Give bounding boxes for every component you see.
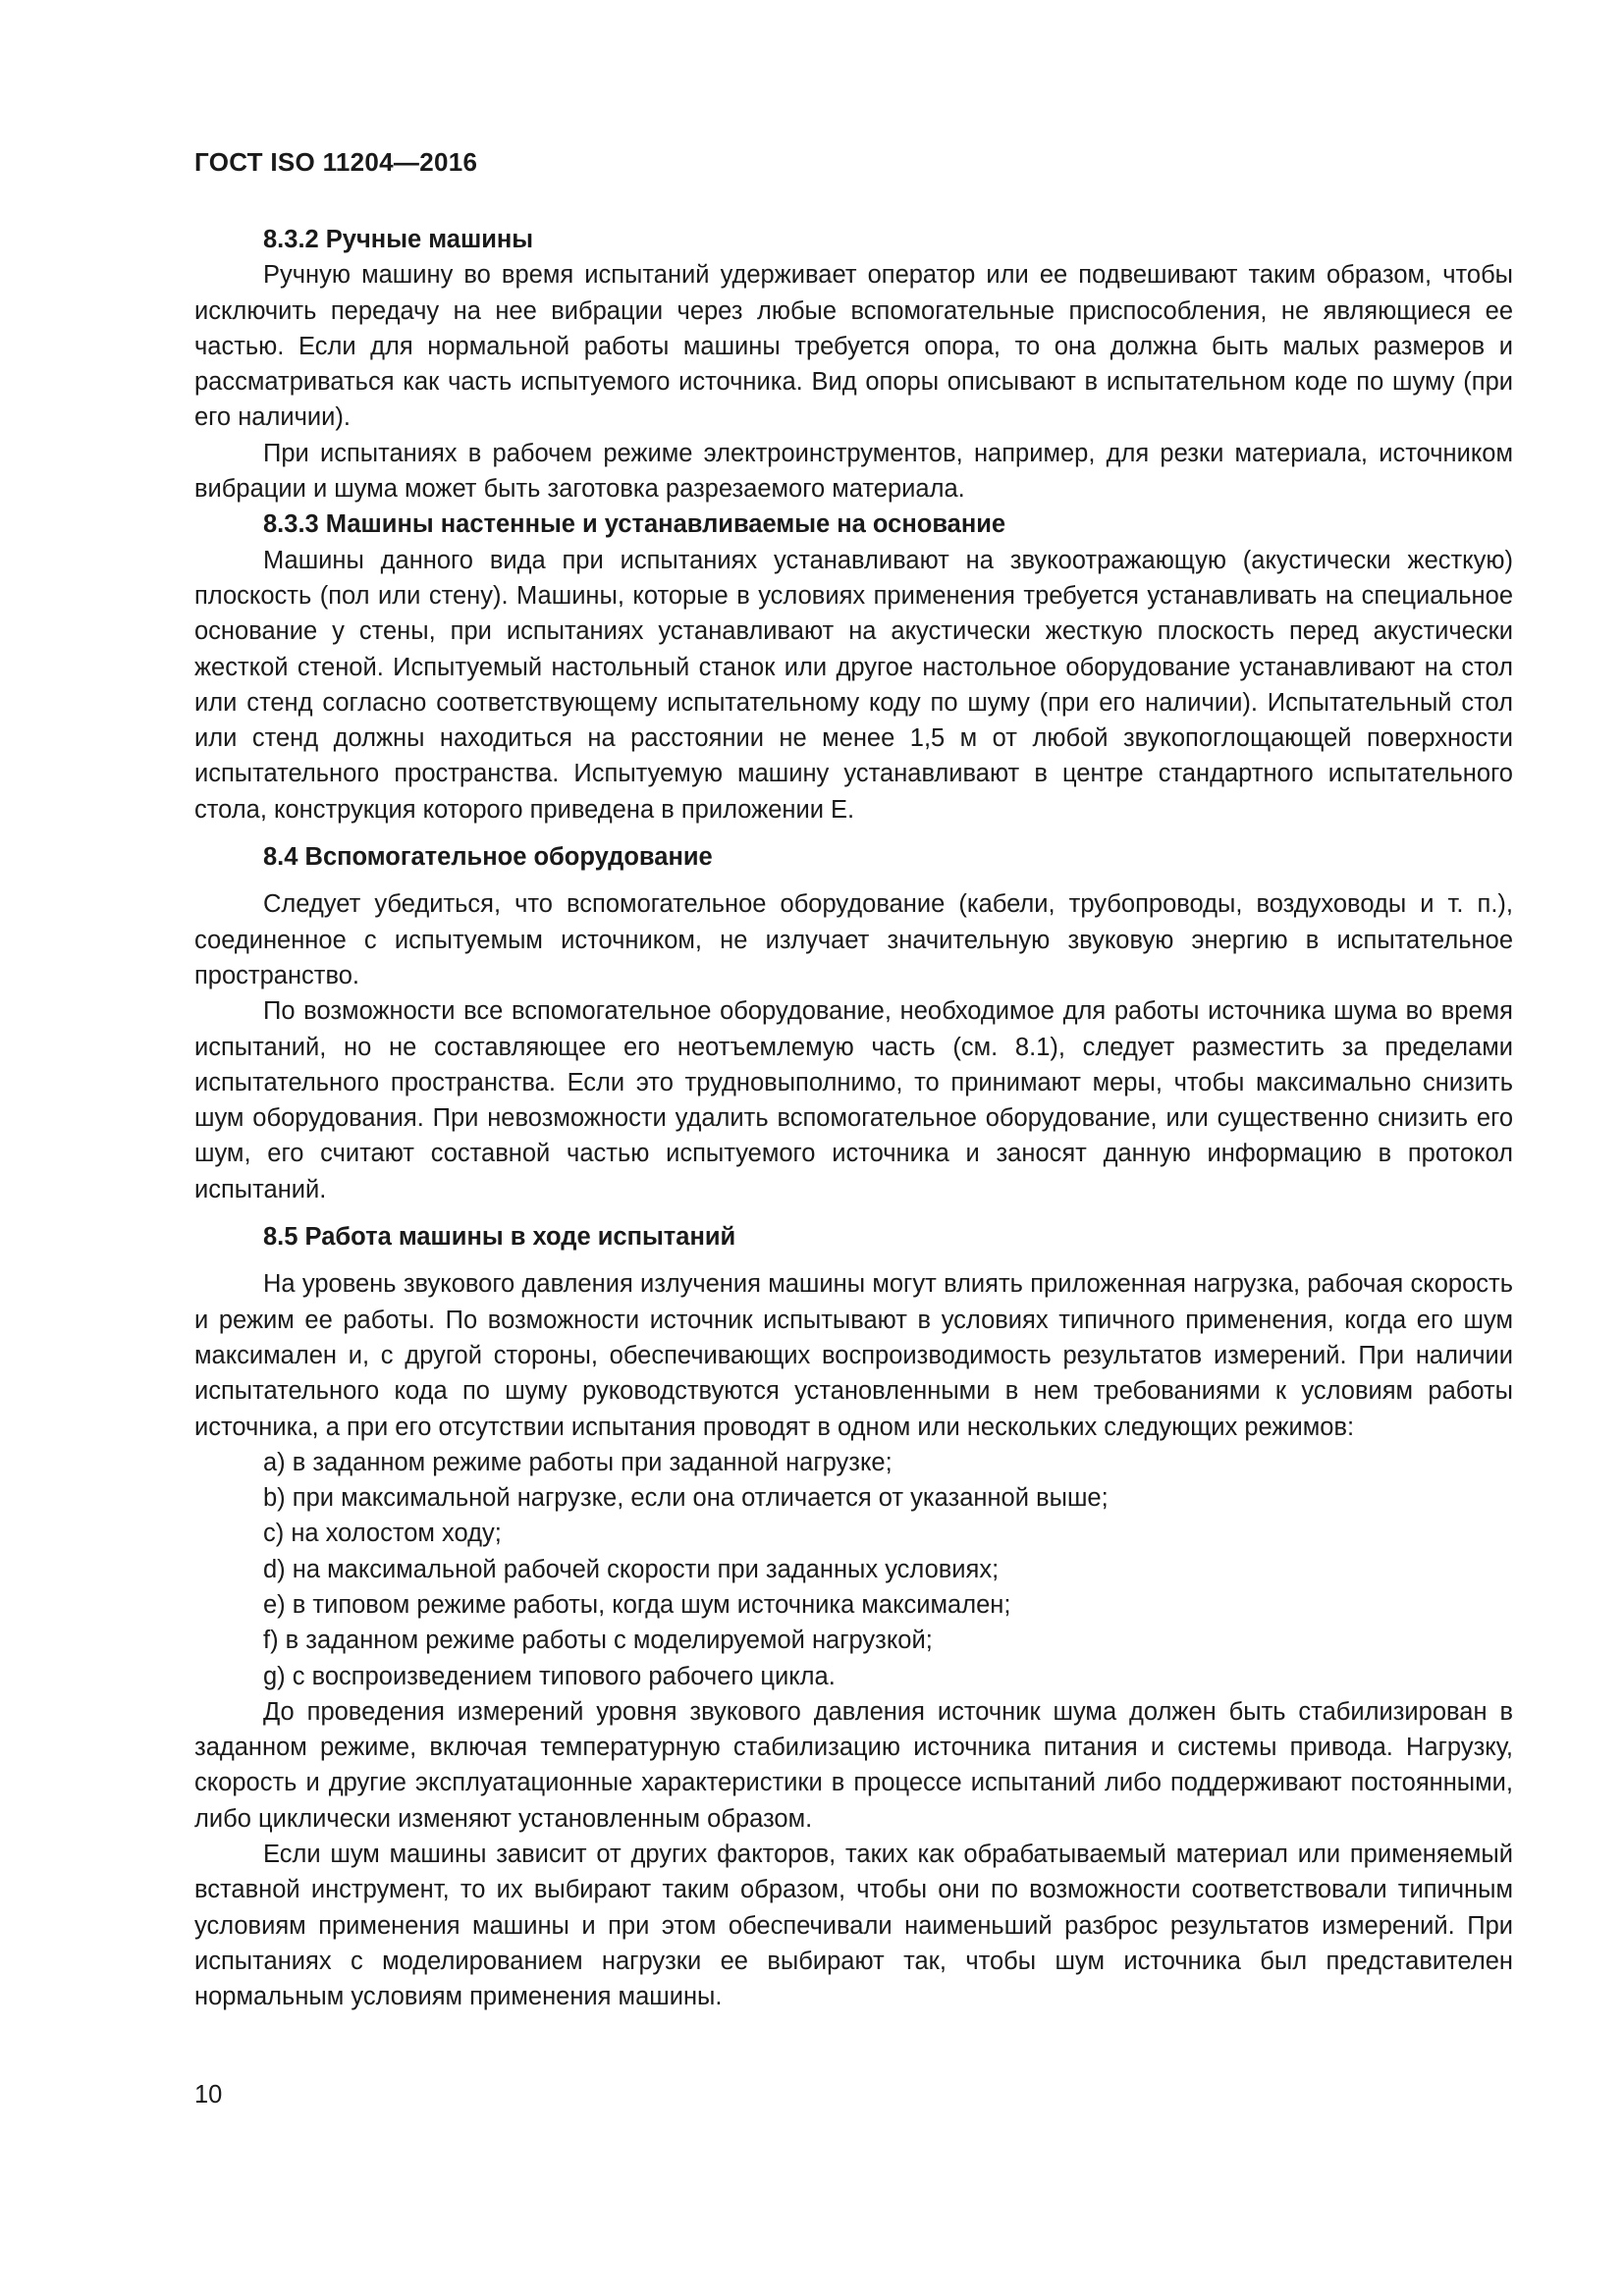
section-8-3-3-heading: 8.3.3 Машины настенные и устанавливаемые на основание [263, 510, 1006, 539]
section-8-4-paragraph-2: По возможности все вспомогательное оборудование, необходимое для работы источника шума во время испытаний, но не составляющее его неотъемлемую часть (см. 8.1), следует разместить за пределами испытательного пространства. Если это трудновыполнимо, то принимают меры, чтобы максимально снизить шум оборудования. При невозможности удалить вспомогательное оборудование, или существенно снизить его шум, его считают составной частью испытуемого источника и заносят данную информацию в протокол испытаний. [194, 997, 1513, 1203]
document-header: ГОСТ ISO 11204—2016 [194, 147, 478, 177]
list-item-e: e) в типовом режиме работы, когда шум источника максимален; [263, 1590, 1011, 1619]
list-item-c: c) на холостом ходу; [263, 1520, 502, 1548]
section-8-5-paragraph-3: Если шум машины зависит от других факторов, таких как обрабатываемый материал или применяемый вставной инструмент, то их выбирают таким образом, чтобы они по возможности соответствовали типичным условиям применения машины и при этом обеспечивали наименьший разброс результатов измерений. При испытаниях с моделированием нагрузки ее выбирают так, чтобы шум источника был представителен нормальным условиям применения машины. [194, 1841, 1513, 2011]
section-8-5-paragraph-1: На уровень звукового давления излучения машины могут влиять приложенная нагрузка, рабочая скорость и режим ее работы. По возможности источник испытывают в условиях типичного применения, когда его шум максимален и, с другой стороны, обеспечивающих воспроизводимость результатов измерений. При наличии испытательного кода по шуму руководствуются установленными в нем требованиями к условиям работы источника, а при его отсутствии испытания проводят в одном или нескольких следующих режимов: [194, 1270, 1513, 1441]
list-item-b: b) при максимальной нагрузке, если она отличается от указанной выше; [263, 1484, 1109, 1513]
section-8-5-paragraph-2: До проведения измерений уровня звукового давления источник шума должен быть стабилизирован в заданном режиме, включая температурную стабилизацию источника питания и системы привода. Нагрузку, скорость и другие эксплуатационные характеристики в процессе испытаний либо поддерживают постоянными, либо циклически изменяют установленным образом. [194, 1697, 1513, 1833]
list-item-a: a) в заданном режиме работы при заданной нагрузке; [263, 1448, 893, 1476]
section-8-3-2-heading: 8.3.2 Ручные машины [263, 226, 534, 253]
section-8-3-2-paragraph-1: Ручную машину во время испытаний удерживает оператор или ее подвешивают таким образом, чтобы исключить передачу на нее вибрации через любые вспомогательные приспособления, не являющиеся ее частью. Если для нормальной работы машины требуется опора, то она должна быть малых размеров и рассматриваться как часть испытуемого источника. Вид опоры описывают в испытательном коде по шуму (при его наличии). [194, 261, 1513, 432]
section-8-3-3-paragraph-1: Машины данного вида при испытаниях устанавливают на звукоотражающую (акустически жесткую) плоскость (пол или стену). Машины, которые в условиях применения требуется устанавливать на специальное основание у стены, при испытаниях устанавливают на акустически жесткую плоскость перед акустически жесткой стеной. Испытуемый настольный станок или другое настольное оборудование устанавливают на стол или стенд согласно соответствующему испытательному коду по шуму (при его наличии). Испытательный стол или стенд должны находиться на расстоянии не менее 1,5 м от любой звукопоглощающей поверхности испытательного пространства. Испытуемую машину устанавливают в центре стандартного испытательного стола, конструкция которого приведена в приложении Е. [194, 546, 1513, 824]
section-8-5-heading: 8.5 Работа машины в ходе испытаний [263, 1223, 736, 1252]
section-8-4-paragraph-1: Следует убедиться, что вспомогательное оборудование (кабели, трубопроводы, воздуховоды и т. п.), соединенное с испытуемым источником, не излучает значительную звуковую энергию в испытательное пространство. [194, 890, 1513, 989]
list-item-f: f) в заданном режиме работы с моделируемой нагрузкой; [263, 1627, 933, 1655]
list-item-d: d) на максимальной рабочей скорости при заданных условиях; [263, 1555, 1000, 1583]
section-8-3-2-paragraph-2: При испытаниях в рабочем режиме электроинструментов, например, для резки материала, источником вибрации и шума может быть заготовка разрезаемого материала. [194, 439, 1513, 504]
document-body [194, 222, 1513, 2015]
section-8-4-heading: 8.4 Вспомогательное оборудование [263, 843, 713, 872]
page-number: 10 [194, 2081, 223, 2109]
list-item-g: g) с воспроизведением типового рабочего цикла. [263, 1662, 836, 1690]
